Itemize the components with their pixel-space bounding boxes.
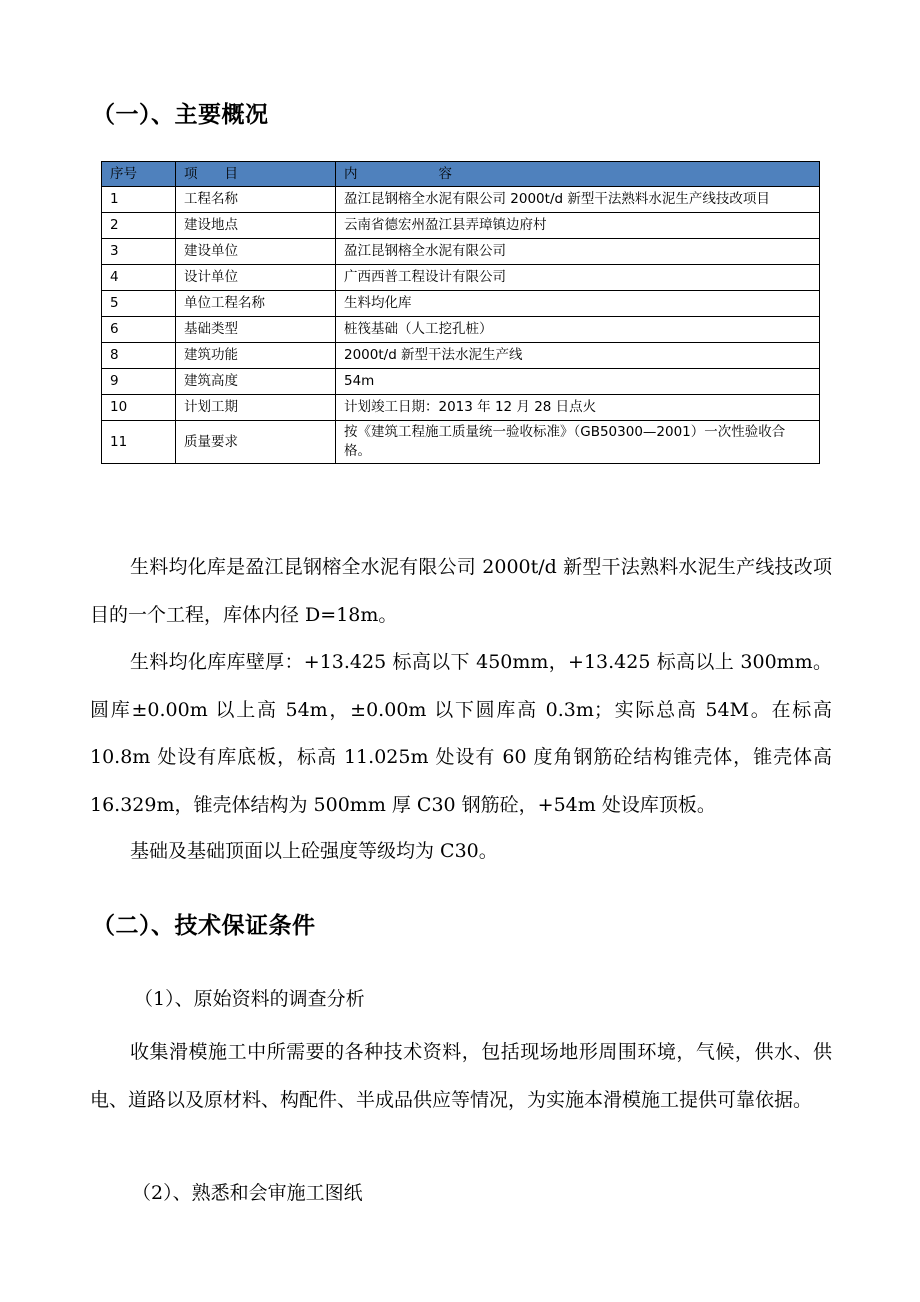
cell-no: 11 xyxy=(102,421,176,464)
header-item: 项 目 xyxy=(176,162,336,187)
paragraph-data-collection: 收集滑模施工中所需要的各种技术资料，包括现场地形周围环境，气候，供水、供电、道路以及原材料、构配件、半成品供应等情况，为实施本滑模施工提供可靠依据。 xyxy=(90,1041,832,1111)
header-content: 内 容 xyxy=(336,162,820,187)
cell-content: 生料均化库 xyxy=(336,291,820,317)
subheading-raw-data-survey: （1）、原始资料的调查分析 xyxy=(134,988,365,1010)
table-row xyxy=(102,213,820,239)
cell-content: 盈江昆钢榕全水泥有限公司 2000t/d 新型干法熟料水泥生产线技改项目 xyxy=(336,187,820,213)
cell-item: 设计单位 xyxy=(176,265,336,291)
cell-content: 2000t/d 新型干法水泥生产线 xyxy=(336,343,820,369)
paragraph-concrete-grade: 基础及基础顶面以上砼强度等级均为 C30。 xyxy=(130,840,498,862)
cell-item: 基础类型 xyxy=(176,317,336,343)
table-row xyxy=(102,421,820,464)
cell-content: 54m xyxy=(336,369,820,395)
cell-no: 5 xyxy=(102,291,176,317)
cell-item: 建筑功能 xyxy=(176,343,336,369)
table-row xyxy=(102,369,820,395)
cell-item: 计划工期 xyxy=(176,395,336,421)
cell-item: 质量要求 xyxy=(176,421,336,464)
subheading-drawing-review: （2）、熟悉和会审施工图纸 xyxy=(132,1182,363,1204)
header-no: 序号 xyxy=(102,162,176,187)
cell-content: 广西西普工程设计有限公司 xyxy=(336,265,820,291)
cell-no: 6 xyxy=(102,317,176,343)
table-row xyxy=(102,395,820,421)
table-row xyxy=(102,317,820,343)
table-row xyxy=(102,291,820,317)
paragraph-silo-structure: 生料均化库库壁厚：+13.425 标高以下 450mm，+13.425 标高以上 300mm。圆库±0.00m 以上高 54m，±0.00m 以下圆库高 0.3m；实际总高 54M。在标高 10.8m 处设有库底板，标高 11.025m 处设有 60 度角钢筋砼结构锥壳体，锥壳体高 16.329m，锥壳体结构为 500mm 厚 C30 钢筋砼，+54m 处设库顶板。 xyxy=(90,651,832,816)
cell-content: 盈江昆钢榕全水泥有限公司 xyxy=(336,239,820,265)
cell-no: 1 xyxy=(102,187,176,213)
cell-no: 9 xyxy=(102,369,176,395)
table-row xyxy=(102,187,820,213)
cell-no: 2 xyxy=(102,213,176,239)
cell-item: 建设地点 xyxy=(176,213,336,239)
paragraph-silo-intro: 生料均化库是盈江昆钢榕全水泥有限公司 2000t/d 新型干法熟料水泥生产线技改项目的一个工程，库体内径 D=18m。 xyxy=(90,556,832,626)
cell-no: 3 xyxy=(102,239,176,265)
cell-no: 8 xyxy=(102,343,176,369)
cell-item: 单位工程名称 xyxy=(176,291,336,317)
cell-item: 工程名称 xyxy=(176,187,336,213)
cell-content: 桩筏基础（人工挖孔桩） xyxy=(336,317,820,343)
cell-content: 云南省德宏州盈江县弄璋镇边府村 xyxy=(336,213,820,239)
cell-content: 计划竣工日期：2013 年 12 月 28 日点火 xyxy=(336,395,820,421)
cell-no: 10 xyxy=(102,395,176,421)
cell-content: 按《建筑工程施工质量统一验收标准》（GB50300—2001）一次性验收合格。 xyxy=(336,421,820,464)
cell-item: 建设单位 xyxy=(176,239,336,265)
section-heading-technical-conditions: （二）、技术保证条件 xyxy=(92,913,316,939)
table-row xyxy=(102,239,820,265)
project-overview-table xyxy=(101,161,820,464)
cell-item: 建筑高度 xyxy=(176,369,336,395)
table-row xyxy=(102,343,820,369)
table-row xyxy=(102,265,820,291)
table-header-row xyxy=(102,162,820,187)
cell-no: 4 xyxy=(102,265,176,291)
section-heading-overview: （一）、主要概况 xyxy=(92,102,269,128)
